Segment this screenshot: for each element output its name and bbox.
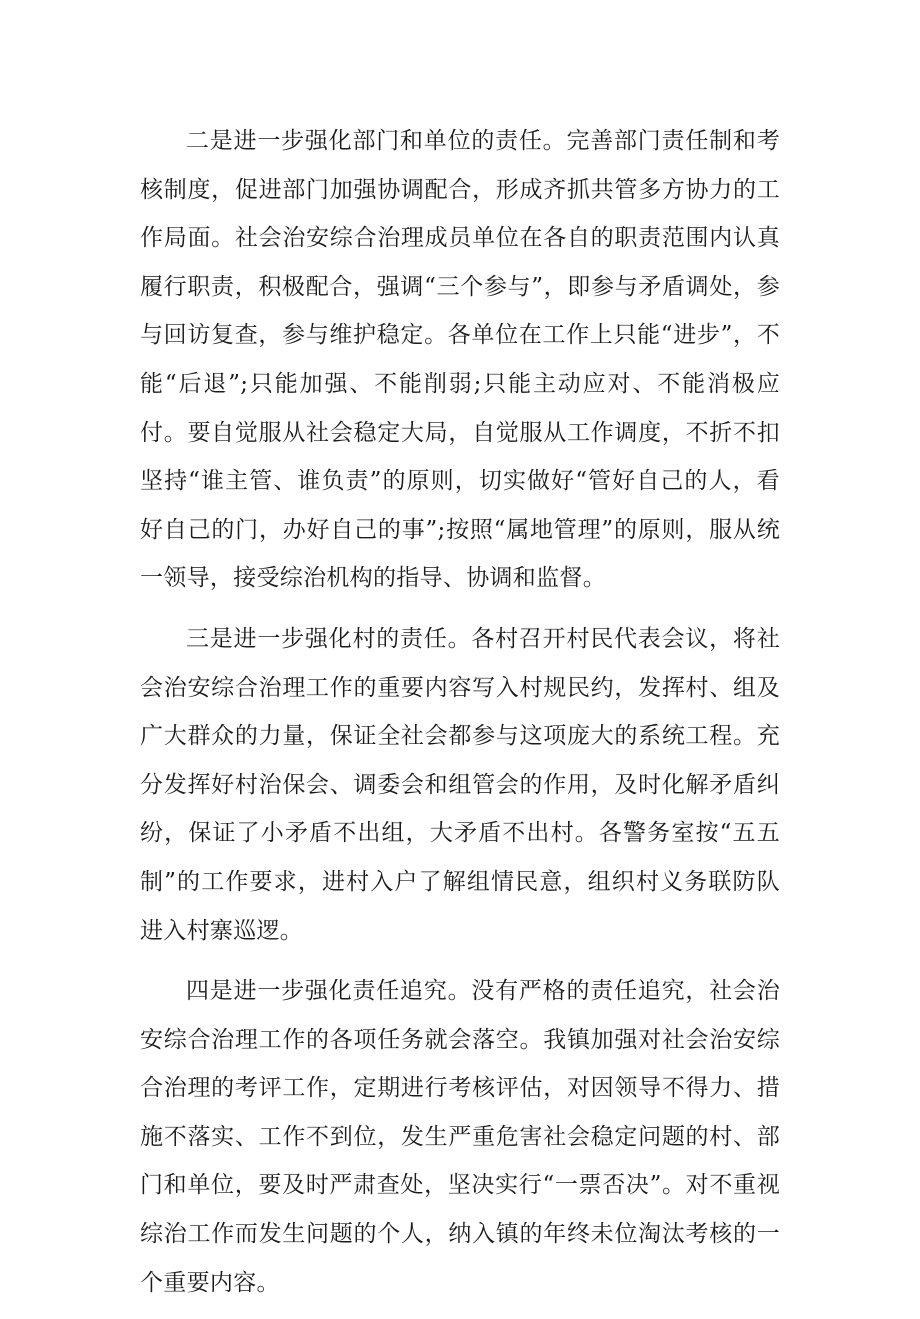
document-body xyxy=(140,117,780,1319)
paragraph-village-responsibility: 三是进一步强化村的责任。各村召开村民代表会议，将社会治安综合治理工作的重要内容写入村规民约，发挥村、组及广大群众的力量，保证全社会都参与这项庞大的系统工程。充分发挥好村治保会、调委会和组管会的作用，及时化解矛盾纠纷，保证了小矛盾不出组，大矛盾不出村。各警务室按“五五制”的工作要求，进村入户了解组情民意，组织村义务联防队进入村寨巡逻。 xyxy=(140,625,780,944)
paragraph-accountability: 四是进一步强化责任追究。没有严格的责任追究，社会治安综合治理工作的各项任务就会落空。我镇加强对社会治安综合治理的考评工作，定期进行考核评估，对因领导不得力、措施不落实、工作不到位，发生严重危害社会稳定问题的村、部门和单位，要及时严肃查处，坚决实行“一票否决”。对不重视综治工作而发生问题的个人，纳入镇的年终未位淘汰考核的一个重要内容。 xyxy=(140,978,780,1296)
paragraph-department-responsibility: 二是进一步强化部门和单位的责任。完善部门责任制和考核制度，促进部门加强协调配合，形成齐抓共管多方协力的工作局面。社会治安综合治理成员单位在各自的职责范围内认真履行职责，积极配合，强调“三个参与”，即参与矛盾调处，参与回访复查，参与维护稳定。各单位在工作上只能“进步”，不能“后退”;只能加强、不能削弱;只能主动应对、不能消极应付。要自觉服从社会稳定大局，自觉服从工作调度，不折不扣坚持“谁主管、谁负责”的原则，切实做好“管好自己的人，看好自己的门，办好自己的事”;按照“属地管理”的原则，服从统一领导，接受综治机构的指导、协调和监督。 xyxy=(140,128,780,592)
